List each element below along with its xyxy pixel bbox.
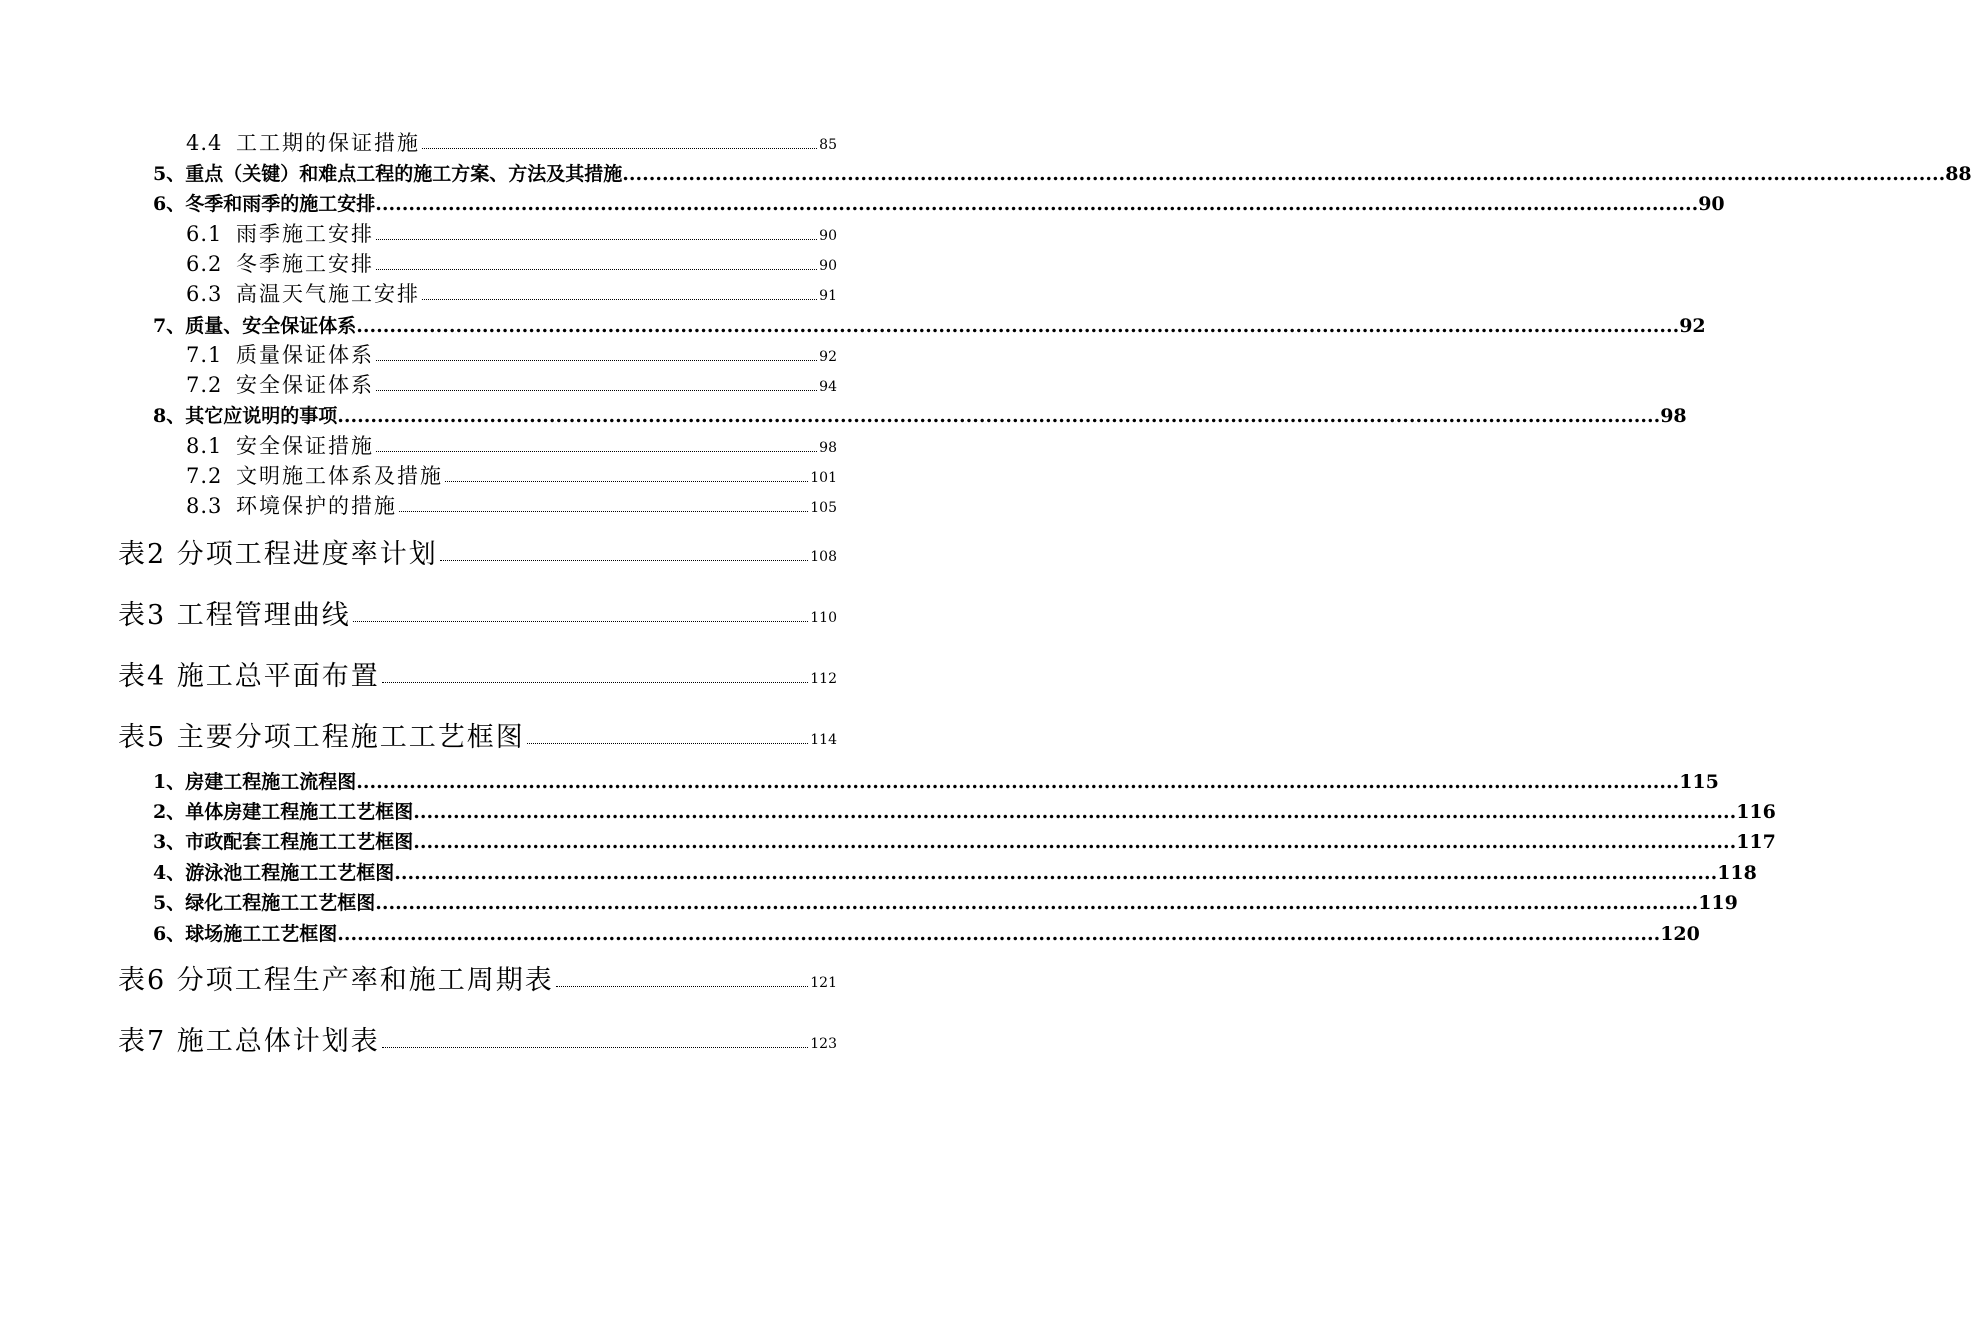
toc-entry-number: 5、 [153,892,186,914]
toc-entry-label [186,224,374,245]
toc-entry-label [153,864,394,883]
toc-entry-number: 7.1 [186,343,223,367]
toc-page-number: 88 [1945,163,1972,185]
toc-dot-leader [422,147,817,149]
toc-entry-label [118,541,438,568]
toc-entry[interactable] [186,431,837,457]
toc-entry[interactable] [118,1021,837,1055]
toc-entry-label [153,773,356,792]
toc-dot-leader: ........................................................................................................................................................................................................ [337,923,1661,945]
toc-entry[interactable] [153,887,1738,914]
toc-dot-leader [376,359,817,361]
toc-entry-number: 6、 [153,923,186,945]
toc-entry-number: 1、 [153,771,186,793]
toc-entry[interactable] [186,249,837,275]
toc-page-number: 101 [810,470,837,486]
toc-page-number: 116 [1736,801,1776,823]
toc-entry[interactable] [186,370,837,396]
toc-entry-title: 游泳池工程施工工艺框图 [185,862,395,884]
toc-entry-number: 7.2 [186,464,223,488]
toc-page-number: 119 [1698,892,1738,914]
toc-dot-leader: ........................................................................................................................................................................................................ [413,831,1737,853]
toc-entry-label [118,663,380,690]
toc-entry[interactable] [153,766,1719,793]
toc-page-number: 85 [819,137,837,153]
toc-entry-number: 8、 [153,405,186,427]
toc-entry[interactable] [118,717,837,751]
toc-dot-leader [376,238,817,240]
toc-page-number: 114 [810,732,837,748]
toc-entry-label [118,1028,380,1055]
toc-entry-number: 7、 [153,315,186,337]
toc-entry-title: 质量、安全保证体系 [185,315,357,337]
toc-page-number: 92 [819,349,837,365]
toc-entry-number: 4、 [153,862,186,884]
toc-dot-leader: ........................................................................................................................................................................................................ [337,405,1661,427]
toc-dot-leader [422,298,817,300]
toc-entry-label [186,133,420,154]
toc-page-number: 98 [1660,405,1687,427]
toc-page-number: 94 [819,379,837,395]
toc-dot-leader [382,1046,808,1048]
toc-entry-number: 2、 [153,801,186,823]
toc-entry-title: 重点（关键）和难点工程的施工方案、方法及其措施 [185,163,623,185]
toc-page-number: 110 [810,610,837,626]
toc-entry-title: 主要分项工程施工工艺框图 [176,722,525,753]
toc-entry-title: 工程管理曲线 [176,600,351,631]
toc-entry-label [186,284,420,305]
toc-entry-number: 8.1 [186,434,223,458]
toc-entry[interactable] [153,188,1725,215]
toc-entry-number: 6.3 [186,282,223,306]
toc-entry-label [186,375,374,396]
toc-entry[interactable] [153,400,1687,427]
toc-dot-leader [556,985,808,987]
toc-entry[interactable] [153,310,1706,337]
toc-entry-label [186,345,374,366]
toc-entry-number: 表7 [118,1026,167,1057]
toc-entry-title: 安全保证体系 [236,373,374,397]
toc-entry[interactable] [186,461,837,487]
toc-entry-number: 表6 [118,965,167,996]
toc-dot-leader [376,389,817,391]
toc-entry-title: 文明施工体系及措施 [236,464,443,488]
toc-entry-title: 质量保证体系 [236,343,374,367]
toc-page-number: 90 [1698,193,1725,215]
toc-entry-label [153,407,337,426]
toc-entry-number: 7.2 [186,373,223,397]
toc-entry[interactable] [186,279,837,305]
toc-entry-title: 冬季和雨季的施工安排 [185,193,376,215]
toc-dot-leader [440,559,808,561]
toc-entry-title: 绿化工程施工工艺框图 [185,892,376,914]
toc-entry-title: 工工期的保证措施 [236,131,420,155]
toc-entry-title: 房建工程施工流程图 [185,771,357,793]
toc-dot-leader: ........................................................................................................................................................................................................ [356,771,1680,793]
toc-entry[interactable] [153,796,1776,823]
toc-entry-title: 环境保护的措施 [236,494,397,518]
toc-entry-label [153,195,375,214]
toc-entry-label [153,165,622,184]
toc-entry-title: 市政配套工程施工工艺框图 [185,831,414,853]
toc-page-number: 98 [819,440,837,456]
toc-entry[interactable] [118,656,837,690]
toc-page-number: 123 [810,1036,837,1052]
toc-entry-label [118,724,525,751]
toc-entry-number: 6.1 [186,222,223,246]
toc-entry-title: 分项工程进度率计划 [176,539,438,570]
toc-entry-number: 6、 [153,193,186,215]
toc-dot-leader: ........................................................................................................................................................................................................ [375,193,1699,215]
toc-entry-title: 分项工程生产率和施工周期表 [176,965,554,996]
toc-entry-title: 其它应说明的事项 [185,405,338,427]
toc-entry[interactable] [153,918,1700,945]
toc-entry-label [153,833,413,852]
toc-entry-title: 施工总体计划表 [176,1026,380,1057]
toc-page-number: 92 [1679,315,1706,337]
toc-entry-label [118,967,554,994]
toc-entry-label [118,602,351,629]
toc-page-number: 117 [1736,831,1776,853]
toc-entry-number: 3、 [153,831,186,853]
toc-dot-leader [353,620,808,622]
toc-entry-label [186,466,443,487]
toc-dot-leader: ........................................................................................................................................................................................................ [413,801,1737,823]
toc-entry-label [153,803,413,822]
toc-page-number: 115 [1679,771,1719,793]
toc-entry[interactable] [118,595,837,629]
toc-entry-label [153,894,375,913]
toc-page-number: 112 [810,671,837,687]
toc-entry[interactable] [153,857,1757,884]
toc-entry-title: 安全保证措施 [236,434,374,458]
toc-entry-title: 单体房建工程施工工艺框图 [185,801,414,823]
toc-entry-number: 8.3 [186,494,223,518]
toc-dot-leader [376,268,817,270]
toc-entry[interactable] [186,219,837,245]
toc-dot-leader [376,450,817,452]
toc-entry-label [186,436,374,457]
toc-entry[interactable] [186,340,837,366]
toc-dot-leader [382,681,808,683]
toc-entry[interactable] [186,128,837,154]
toc-entry-number: 表5 [118,722,167,753]
toc-entry[interactable] [153,158,1972,185]
toc-entry[interactable] [186,491,837,517]
toc-page-number: 90 [819,228,837,244]
toc-entry[interactable] [118,534,837,568]
toc-dot-leader: ........................................................................................................................................................................................................ [375,892,1699,914]
toc-dot-leader [445,480,808,482]
toc-entry-number: 5、 [153,163,186,185]
toc-entry-title: 球场施工工艺框图 [185,923,338,945]
toc-page-number: 108 [810,549,837,565]
toc-entry[interactable] [118,960,837,994]
toc-entry-number: 表3 [118,600,167,631]
toc-entry-title: 冬季施工安排 [236,252,374,276]
toc-entry-title: 高温天气施工安排 [236,282,420,306]
toc-entry-number: 表2 [118,539,167,570]
toc-entry-label [153,317,356,336]
toc-entry-number: 表4 [118,661,167,692]
toc-page-number: 105 [810,500,837,516]
toc-entry-label [153,925,337,944]
toc-entry-label [186,496,397,517]
toc-entry-label [186,254,374,275]
toc-page-number: 91 [819,288,837,304]
toc-dot-leader [527,742,808,744]
toc-dot-leader [399,510,808,512]
toc-entry-number: 4.4 [186,131,223,155]
toc-dot-leader: ........................................................................................................................................................................................................ [394,862,1718,884]
toc-entry[interactable] [153,826,1776,853]
toc-page-number: 118 [1717,862,1757,884]
toc-page-number: 121 [810,975,837,991]
toc-entry-title: 施工总平面布置 [176,661,380,692]
toc-entry-number: 6.2 [186,252,223,276]
toc-page-number: 120 [1660,923,1700,945]
toc-entry-title: 雨季施工安排 [236,222,374,246]
toc-page-number: 90 [819,258,837,274]
toc-dot-leader: ........................................................................................................................................................................................................ [356,315,1680,337]
toc-dot-leader: ........................................................................................................................................................................................................ [622,163,1946,185]
